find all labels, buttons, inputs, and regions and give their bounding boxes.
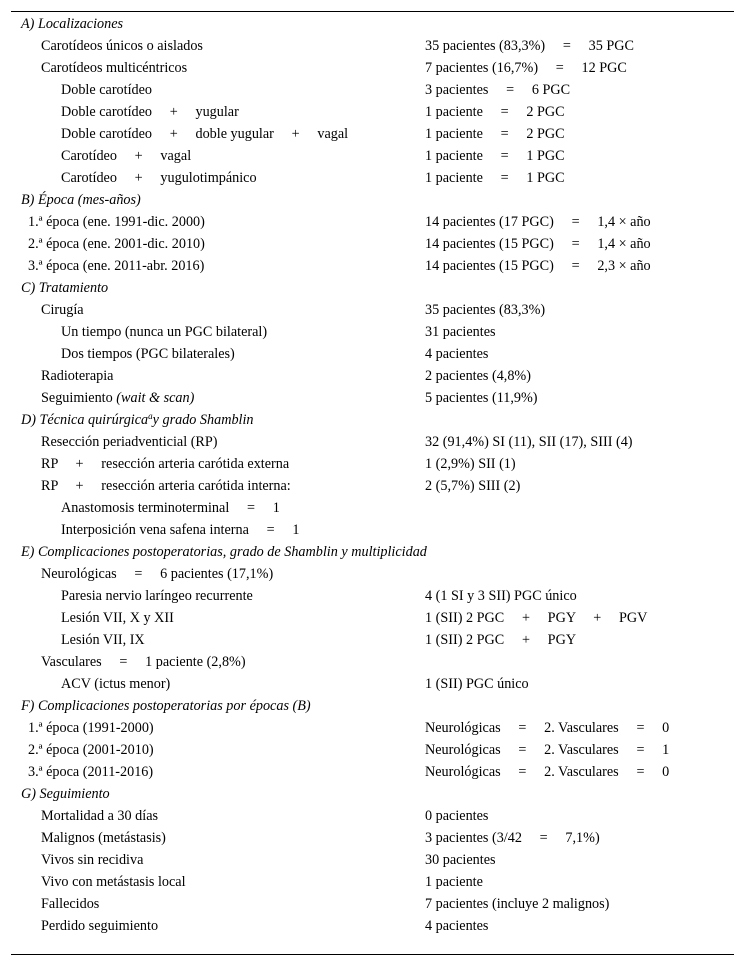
table-row: [11, 255, 734, 277]
row-label-text: Fallecidos: [41, 896, 100, 912]
row-label: [41, 57, 187, 79]
table-row: [11, 629, 734, 651]
row-value: 35 pacientes (83,3%) = 35 PGC: [425, 38, 634, 54]
section-heading: [11, 695, 734, 717]
table-row: [11, 57, 734, 79]
table-row: [11, 651, 734, 673]
row-label-text: D) Técnica quirúrgica: [21, 412, 149, 428]
row-label-text: A) Localizaciones: [21, 16, 124, 32]
table-row: [11, 321, 734, 343]
row-label: [41, 475, 291, 497]
row-value: 31 pacientes: [425, 324, 496, 340]
row-label-text: 1.ª época (ene. 1991-dic. 2000): [28, 214, 205, 230]
table-row: [11, 519, 734, 541]
row-label: [28, 255, 204, 277]
section-title: [21, 189, 141, 211]
table-row: [11, 739, 734, 761]
row-label: [28, 739, 154, 761]
row-value: 0 pacientes: [425, 808, 489, 824]
row-label-text: Malignos (metástasis): [41, 830, 166, 846]
row-value: Neurológicas = 2. Vasculares = 0: [425, 764, 670, 780]
row-label: [41, 365, 113, 387]
row-label-text: Resección periadventicial (RP): [41, 434, 218, 450]
row-label: [41, 893, 99, 915]
row-label-text: RP + resección arteria carótida interna:: [41, 478, 291, 494]
table-row: [11, 35, 734, 57]
row-label-text: Carotídeo + vagal: [61, 148, 192, 164]
row-value: 7 pacientes (incluye 2 malignos): [425, 896, 610, 912]
row-label-text: Vivo con metástasis local: [41, 874, 186, 890]
row-label-text: Doble carotídeo: [61, 82, 152, 98]
row-label: [61, 123, 348, 145]
row-value: 5 pacientes (11,9%): [425, 390, 538, 406]
table-row: [11, 365, 734, 387]
row-value: 30 pacientes: [425, 852, 496, 868]
row-label: [41, 805, 158, 827]
row-value: 35 pacientes (83,3%): [425, 302, 546, 318]
row-value: 1 paciente = 2 PGC: [425, 126, 565, 142]
row-value: 7 pacientes (16,7%) = 12 PGC: [425, 60, 627, 76]
section-title: [21, 277, 108, 299]
row-value: 3 pacientes = 6 PGC: [425, 82, 571, 98]
row-label-text: 3.ª época (ene. 2011-abr. 2016): [28, 258, 205, 274]
row-label-text: E) Complicaciones postoperatorias, grado de Shamblin y multiplicidad: [21, 544, 427, 560]
row-label: [28, 211, 205, 233]
row-label: [41, 387, 194, 409]
table-row: [11, 827, 734, 849]
row-label: [28, 717, 154, 739]
row-label-text: 3.ª época (2011-2016): [28, 764, 154, 780]
row-label: [61, 519, 299, 541]
row-value: 1 paciente = 2 PGC: [425, 104, 565, 120]
row-label: [61, 343, 235, 365]
table-row: [11, 145, 734, 167]
section-heading: [11, 189, 734, 211]
row-label-text: ACV (ictus menor): [61, 676, 171, 692]
section-title: [21, 695, 311, 717]
row-label-text: C) Tratamiento: [21, 280, 109, 296]
table-row: [11, 453, 734, 475]
row-label-text: Dos tiempos (PGC bilaterales): [61, 346, 235, 362]
row-label-text: 1.ª época (1991-2000): [28, 720, 154, 736]
table-row: [11, 475, 734, 497]
table-row: [11, 343, 734, 365]
row-label-text: Doble carotídeo + doble yugular + vagal: [61, 126, 349, 142]
table-row: [11, 893, 734, 915]
table-row: [11, 563, 734, 585]
row-label-text: G) Seguimiento: [21, 786, 110, 802]
row-value: 14 pacientes (15 PGC) = 2,3 × año: [425, 258, 651, 274]
table-row: [11, 871, 734, 893]
row-label: [61, 321, 267, 343]
row-label: [41, 849, 143, 871]
row-label-text: Interposición vena safena interna = 1: [61, 522, 300, 538]
row-label-text: Paresia nervio laríngeo recurrente: [61, 588, 253, 604]
table-row: [11, 849, 734, 871]
row-label: [61, 79, 152, 101]
row-label: [41, 915, 158, 937]
row-label-text: 2.ª época (2001-2010): [28, 742, 154, 758]
row-label: [61, 607, 174, 629]
table-row: [11, 299, 734, 321]
row-value: Neurológicas = 2. Vasculares = 0: [425, 720, 670, 736]
row-value: 1 (SII) 2 PGC + PGY + PGV: [425, 610, 648, 626]
row-label: [61, 585, 253, 607]
table-row: [11, 79, 734, 101]
row-label-text: Anastomosis terminoterminal = 1: [61, 500, 280, 516]
section-heading: [11, 783, 734, 805]
row-label: [61, 629, 145, 651]
section-heading: [11, 541, 734, 563]
table-row: [11, 761, 734, 783]
row-value: 1 paciente = 1 PGC: [425, 148, 565, 164]
row-label-text: Vasculares = 1 paciente (2,8%): [41, 654, 246, 670]
row-label-text: Perdido seguimiento: [41, 918, 159, 934]
row-label-text: F) Complicaciones postoperatorias por épocas (B): [21, 698, 311, 714]
row-label-text: Mortalidad a 30 días: [41, 808, 159, 824]
row-label: [41, 651, 246, 673]
row-label-text: Un tiempo (nunca un PGC bilateral): [61, 324, 268, 340]
table-row: [11, 387, 734, 409]
row-label-text: Carotídeos multicéntricos: [41, 60, 188, 76]
table-row: [11, 123, 734, 145]
table-row: [11, 167, 734, 189]
row-value: 1 (2,9%) SII (1): [425, 456, 516, 472]
row-label-emphasis: (wait & scan): [116, 390, 195, 406]
row-label: [41, 563, 273, 585]
row-value: Neurológicas = 2. Vasculares = 1: [425, 742, 670, 758]
section-heading: [11, 409, 734, 431]
table-row: [11, 717, 734, 739]
row-label: [61, 497, 280, 519]
row-label-text: Lesión VII, X y XII: [61, 610, 174, 626]
row-label: [61, 167, 257, 189]
table-row: [11, 211, 734, 233]
row-label: [41, 35, 203, 57]
row-label-text: Cirugía: [41, 302, 84, 318]
table-row: [11, 431, 734, 453]
row-value: 3 pacientes (3/42 = 7,1%): [425, 830, 600, 846]
row-label-text: Doble carotídeo + yugular: [61, 104, 239, 120]
row-value: 14 pacientes (15 PGC) = 1,4 × año: [425, 236, 651, 252]
row-value: 4 (1 SI y 3 SII) PGC único: [425, 588, 577, 604]
row-label: [41, 871, 186, 893]
data-table: [11, 11, 734, 955]
row-label-text: Carotídeo + yugulotimpánico: [61, 170, 257, 186]
row-label: [41, 453, 289, 475]
row-label-text: Vivos sin recidiva: [41, 852, 144, 868]
row-label: [28, 233, 205, 255]
table-row: [11, 673, 734, 695]
row-value: 2 (5,7%) SIII (2): [425, 478, 521, 494]
row-label-text: Radioterapia: [41, 368, 114, 384]
row-label-text: 2.ª época (ene. 2001-dic. 2010): [28, 236, 205, 252]
row-value: 32 (91,4%) SI (11), SII (17), SIII (4): [425, 434, 633, 450]
row-value: 2 pacientes (4,8%): [425, 368, 531, 384]
section-title: [21, 409, 254, 431]
row-label-text: B) Época (mes-años): [21, 192, 141, 208]
row-label: [61, 101, 239, 123]
row-value: 4 pacientes: [425, 918, 489, 934]
table-row: [11, 233, 734, 255]
table-row: [11, 607, 734, 629]
row-label: [28, 761, 153, 783]
row-label-text-continued: y grado Shamblin: [152, 412, 254, 428]
section-title: [21, 783, 110, 805]
footnote-marker: a: [148, 411, 153, 421]
row-value: 1 (SII) 2 PGC + PGY: [425, 632, 577, 648]
row-value: 4 pacientes: [425, 346, 489, 362]
section-heading: [11, 13, 734, 35]
row-label: [41, 827, 166, 849]
section-title: [21, 13, 123, 35]
section-heading: [11, 277, 734, 299]
row-label: [61, 145, 191, 167]
table-row: [11, 585, 734, 607]
row-label: [41, 431, 218, 453]
row-label: [41, 299, 84, 321]
row-value: 14 pacientes (17 PGC) = 1,4 × año: [425, 214, 651, 230]
table-row: [11, 497, 734, 519]
row-label-text: RP + resección arteria carótida externa: [41, 456, 290, 472]
row-label: [61, 673, 170, 695]
section-title: [21, 541, 427, 563]
row-label-text: Neurológicas = 6 pacientes (17,1%): [41, 566, 274, 582]
table-row: [11, 805, 734, 827]
row-value: 1 (SII) PGC único: [425, 676, 529, 692]
row-label-text: Seguimiento: [41, 390, 117, 406]
table-row: [11, 915, 734, 937]
row-label-text: Carotídeos únicos o aislados: [41, 38, 203, 54]
row-value: 1 paciente = 1 PGC: [425, 170, 565, 186]
row-label-text: Lesión VII, IX: [61, 632, 145, 648]
row-value: 1 paciente: [425, 874, 483, 890]
table-row: [11, 101, 734, 123]
